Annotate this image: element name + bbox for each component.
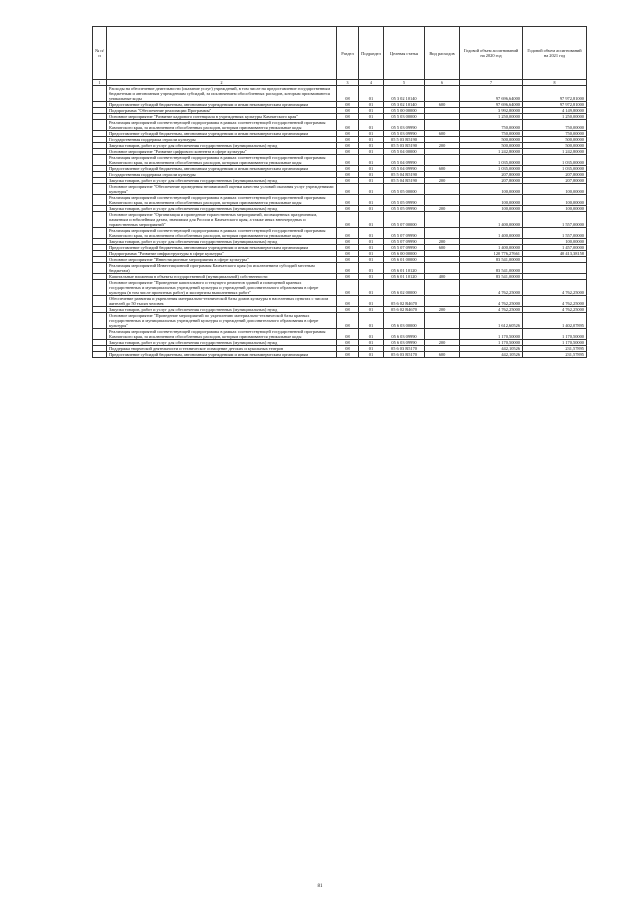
cell-section: 08	[337, 340, 359, 346]
cell-amount-2021: 4 762,25000	[523, 307, 587, 313]
cell-target: 05 5 04 09990	[384, 155, 425, 166]
table-row	[93, 329, 587, 340]
cell-amount-2021: 1 035,00000	[523, 166, 587, 172]
cell-name: Закупка товаров, работ и услуг для обеспечения государственных (муниципальных) нужд	[107, 178, 337, 184]
cell-target: 05 5 05 09990	[384, 195, 425, 206]
table-row	[93, 212, 587, 228]
cell-section: 08	[337, 228, 359, 239]
cell-amount-2020: 750,00000	[460, 131, 523, 137]
cell-amount-2020: 100,00000	[460, 195, 523, 206]
cell-amount-2020: 750,00000	[460, 120, 523, 131]
cell-amount-2020: 500,00000	[460, 137, 523, 143]
cell-target: 05 5 03 09990	[384, 131, 425, 137]
cell-expense-type: 600	[425, 102, 460, 108]
cell-num	[93, 120, 107, 131]
cell-subsection: 01	[359, 195, 384, 206]
table-row	[93, 155, 587, 166]
cell-target: 05 5 04 R5190	[384, 172, 425, 178]
cell-amount-2020: 1 242,80000	[460, 149, 523, 155]
cell-amount-2021: 100,00000	[523, 184, 587, 195]
cell-amount-2021: 40 413,38158	[523, 251, 587, 257]
cell-num	[93, 184, 107, 195]
cell-subsection: 01	[359, 172, 384, 178]
column-number: 4	[359, 80, 384, 86]
cell-subsection: 01	[359, 245, 384, 251]
cell-name: Реализация мероприятий Инвестиционной программы Камчатского края (за исключением субсидий местным бюджетам)	[107, 263, 337, 274]
cell-amount-2020: 442,10526	[460, 352, 523, 358]
cell-amount-2020: 1 250,00000	[460, 114, 523, 120]
cell-subsection: 01	[359, 102, 384, 108]
header-num: № п/п	[93, 27, 107, 80]
cell-target: 05 5 05 00000	[384, 184, 425, 195]
cell-amount-2021: 97 972,81000	[523, 102, 587, 108]
cell-target: 05 6 03 09990	[384, 340, 425, 346]
column-number: 8	[523, 80, 587, 86]
cell-num	[93, 313, 107, 329]
cell-target: 05 5 07 00000	[384, 212, 425, 228]
cell-name: Основное мероприятие "Обеспечение проведения независимой оценки качества условий оказания услуг учреждениями культуры"	[107, 184, 337, 195]
header-2020: Годовой объем ассигнований на 2020 год	[460, 27, 523, 80]
cell-amount-2021: 231,57895	[523, 346, 587, 352]
cell-target: 05 5 03 R5190	[384, 137, 425, 143]
cell-amount-2021	[523, 263, 587, 274]
cell-amount-2021: 97 972,81000	[523, 86, 587, 102]
cell-subsection: 01	[359, 251, 384, 257]
cell-subsection: 01	[359, 114, 384, 120]
cell-amount-2021: 750,00000	[523, 120, 587, 131]
cell-amount-2020: 207,80000	[460, 172, 523, 178]
cell-amount-2021: 750,00000	[523, 131, 587, 137]
column-number: 7	[460, 80, 523, 86]
cell-name: Реализация мероприятий соответствующей подпрограммы в рамках соответствующей государственной программы Камчатского края, за исключением обособленных расходов, которым присваиваются уникальные коды	[107, 228, 337, 239]
cell-expense-type: 200	[425, 143, 460, 149]
cell-amount-2021: 1 557,00000	[523, 212, 587, 228]
cell-subsection: 01	[359, 149, 384, 155]
cell-amount-2021: 4 762,25000	[523, 296, 587, 307]
cell-amount-2021: 1 242,80000	[523, 149, 587, 155]
cell-subsection: 01	[359, 257, 384, 263]
cell-amount-2021: 500,00000	[523, 137, 587, 143]
cell-expense-type: 200	[425, 239, 460, 245]
cell-section: 08	[337, 184, 359, 195]
header-target: Целевая статья	[384, 27, 425, 80]
cell-subsection: 01	[359, 263, 384, 274]
cell-expense-type	[425, 296, 460, 307]
cell-expense-type: 200	[425, 340, 460, 346]
cell-target: 05 5 04 00000	[384, 149, 425, 155]
cell-num	[93, 263, 107, 274]
cell-amount-2020: 207,80000	[460, 178, 523, 184]
cell-expense-type	[425, 329, 460, 340]
cell-target: 05 6 00 00000	[384, 251, 425, 257]
cell-expense-type	[425, 195, 460, 206]
table-row	[93, 86, 587, 102]
cell-expense-type: 200	[425, 206, 460, 212]
cell-expense-type: 600	[425, 352, 460, 358]
cell-expense-type	[425, 120, 460, 131]
cell-amount-2020: 97 696,64000	[460, 86, 523, 102]
cell-amount-2020: 442,10526	[460, 346, 523, 352]
header-section: Раздел	[337, 27, 359, 80]
cell-section: 08	[337, 329, 359, 340]
cell-target: 05 5 03 R5190	[384, 143, 425, 149]
cell-num	[93, 86, 107, 102]
cell-name: Основное мероприятие "Инвестиционные мероприятия в сфере культуры"	[107, 257, 337, 263]
cell-amount-2020: 500,00000	[460, 143, 523, 149]
cell-target: 05 6 02 R4670	[384, 296, 425, 307]
cell-section: 08	[337, 251, 359, 257]
table-row	[93, 296, 587, 307]
column-number: 6	[425, 80, 460, 86]
cell-amount-2021: 1 035,00000	[523, 155, 587, 166]
cell-target: 05 5 07 09990	[384, 228, 425, 239]
cell-section: 08	[337, 137, 359, 143]
cell-target: 05 5 03 00000	[384, 114, 425, 120]
cell-amount-2020: 1 612,60526	[460, 313, 523, 329]
cell-subsection: 01	[359, 155, 384, 166]
table-body	[93, 86, 587, 358]
cell-subsection: 01	[359, 296, 384, 307]
cell-subsection: 01	[359, 178, 384, 184]
cell-subsection: 01	[359, 274, 384, 280]
cell-section: 08	[337, 149, 359, 155]
cell-amount-2020: 1 400,00000	[460, 245, 523, 251]
cell-target: 05 6 02 00000	[384, 280, 425, 296]
page-number: 81	[317, 884, 323, 889]
cell-target: 05 6 01 00000	[384, 257, 425, 263]
cell-amount-2020: 100,00000	[460, 206, 523, 212]
column-number: 1	[93, 80, 107, 86]
cell-amount-2020: 1 400,00000	[460, 228, 523, 239]
cell-amount-2020: 83 541,00000	[460, 263, 523, 274]
cell-name: Реализация мероприятий соответствующей подпрограммы в рамках соответствующей государственной программы Камчатского края, за исключением обособленных расходов, которым присваиваются уникальные коды	[107, 195, 337, 206]
cell-subsection: 01	[359, 212, 384, 228]
cell-amount-2020: 120 776,27661	[460, 251, 523, 257]
cell-section: 08	[337, 86, 359, 102]
cell-subsection: 01	[359, 340, 384, 346]
cell-section: 08	[337, 143, 359, 149]
cell-subsection: 01	[359, 108, 384, 114]
cell-amount-2021: 231,57895	[523, 352, 587, 358]
cell-subsection: 01	[359, 120, 384, 131]
cell-section: 08	[337, 166, 359, 172]
cell-subsection: 01	[359, 313, 384, 329]
cell-amount-2021: 1 557,00000	[523, 228, 587, 239]
column-number: 5	[384, 80, 425, 86]
cell-amount-2020: 1 400,00000	[460, 212, 523, 228]
cell-name: Основное мероприятие "Организация и проведение торжественных мероприятий, посвященных праздничным, памятным и юбилейным датам, значимым для России и Камчатского края, а также иных внеочередных и торжественных мероприятий"	[107, 212, 337, 228]
table-header-row	[93, 27, 587, 80]
budget-table-container	[92, 26, 586, 358]
cell-amount-2020: 3 992,80000	[460, 108, 523, 114]
table-row	[93, 352, 587, 358]
cell-num	[93, 195, 107, 206]
cell-subsection: 01	[359, 137, 384, 143]
header-expense-type: Вид расходов	[425, 27, 460, 80]
cell-expense-type	[425, 280, 460, 296]
column-number: 2	[107, 80, 337, 86]
cell-expense-type	[425, 184, 460, 195]
cell-target: 05 5 04 09990	[384, 166, 425, 172]
cell-section: 08	[337, 280, 359, 296]
cell-amount-2020: 83 541,00000	[460, 274, 523, 280]
cell-section: 08	[337, 346, 359, 352]
cell-section: 08	[337, 178, 359, 184]
cell-target: 05 6 03 R5170	[384, 346, 425, 352]
cell-target: 05 5 05 09990	[384, 206, 425, 212]
cell-expense-type	[425, 212, 460, 228]
cell-num	[93, 280, 107, 296]
cell-name: Предоставление субсидий бюджетным, автономным учреждениям и иным некоммерческим организациям	[107, 245, 337, 251]
cell-section: 08	[337, 257, 359, 263]
cell-name: Поддержка творческой деятельности и техническое оснащение детских и кукольных театров	[107, 346, 337, 352]
cell-amount-2021: 207,80000	[523, 178, 587, 184]
cell-name: Закупка товаров, работ и услуг для обеспечения государственных (муниципальных) нужд	[107, 340, 337, 346]
cell-num	[93, 155, 107, 166]
cell-subsection: 01	[359, 184, 384, 195]
cell-amount-2020: 4 762,25000	[460, 307, 523, 313]
cell-target: 05 5 04 R5190	[384, 178, 425, 184]
cell-target: 05 5 03 09990	[384, 120, 425, 131]
cell-num	[93, 212, 107, 228]
cell-target: 05 5 00 00000	[384, 108, 425, 114]
cell-name: Подпрограмма "Обеспечение реализации Программы"	[107, 108, 337, 114]
cell-expense-type	[425, 228, 460, 239]
cell-target: 05 3 02 10140	[384, 86, 425, 102]
cell-name: Основное мероприятие "Развитие цифрового контента в сфере культуры"	[107, 149, 337, 155]
cell-amount-2020: 1 035,00000	[460, 155, 523, 166]
cell-section: 08	[337, 172, 359, 178]
cell-subsection: 01	[359, 86, 384, 102]
header-name	[107, 27, 337, 80]
table-row	[93, 184, 587, 195]
table-row	[93, 228, 587, 239]
cell-expense-type	[425, 263, 460, 274]
cell-section: 08	[337, 206, 359, 212]
cell-subsection: 01	[359, 280, 384, 296]
cell-expense-type: 600	[425, 245, 460, 251]
cell-name: Предоставление субсидий бюджетным, автономным учреждениям и иным некоммерческим организациям	[107, 131, 337, 137]
cell-subsection: 01	[359, 352, 384, 358]
cell-subsection: 01	[359, 329, 384, 340]
cell-name: Реализация мероприятий соответствующей подпрограммы в рамках соответствующей государственной программы Камчатского края, за исключением обособленных расходов, которым присваиваются уникальные коды	[107, 329, 337, 340]
cell-amount-2020: 4 762,25000	[460, 280, 523, 296]
cell-section: 08	[337, 212, 359, 228]
cell-subsection: 01	[359, 206, 384, 212]
cell-amount-2021: 1 170,50000	[523, 329, 587, 340]
cell-section: 08	[337, 307, 359, 313]
cell-name: Обеспечение развития и укрепления материально-технической базы домов культуры в населенных пунктах с числом жителей до 50 тысяч человек	[107, 296, 337, 307]
cell-section: 08	[337, 274, 359, 280]
cell-section: 08	[337, 131, 359, 137]
cell-section: 08	[337, 352, 359, 358]
cell-section: 08	[337, 239, 359, 245]
cell-section: 08	[337, 114, 359, 120]
header-2021: Годовой объем ассигнований на 2021 год	[523, 27, 587, 80]
cell-subsection: 01	[359, 166, 384, 172]
cell-num	[93, 329, 107, 340]
cell-name: Расходы на обеспечение деятельности (оказание услуг) учреждений, в том числе на предоставление государственным бюджетным и автономным учреждениям субсидий, за исключением обособленных расходов, которым присваиваются уникальные коды	[107, 86, 337, 102]
cell-section: 08	[337, 155, 359, 166]
cell-section: 08	[337, 296, 359, 307]
cell-section: 08	[337, 263, 359, 274]
cell-amount-2021: 1 170,50000	[523, 340, 587, 346]
cell-amount-2020: 1 035,00000	[460, 166, 523, 172]
cell-subsection: 01	[359, 307, 384, 313]
cell-expense-type	[425, 155, 460, 166]
cell-target: 05 6 01 10120	[384, 263, 425, 274]
cell-section: 08	[337, 120, 359, 131]
cell-name: Реализация мероприятий соответствующей подпрограммы в рамках соответствующей государственной программы Камчатского края, за исключением обособленных расходов, которым присваиваются уникальные коды	[107, 120, 337, 131]
cell-section: 08	[337, 245, 359, 251]
cell-expense-type: 200	[425, 307, 460, 313]
cell-expense-type: 200	[425, 178, 460, 184]
cell-name: Предоставление субсидий бюджетным, автономным учреждениям и иным некоммерческим организациям	[107, 166, 337, 172]
cell-subsection: 01	[359, 131, 384, 137]
cell-amount-2021: 100,00000	[523, 195, 587, 206]
cell-amount-2021: 1 402,07895	[523, 313, 587, 329]
cell-name: Капитальные вложения в объекты государственной (муниципальной) собственности	[107, 274, 337, 280]
cell-name: Закупка товаров, работ и услуг для обеспечения государственных (муниципальных) нужд	[107, 206, 337, 212]
cell-name: Основное мероприятие "Проведение мероприятий по укреплению материально-технической базы краевых государственных и муниципальных учреждений культуры и учреждений дополнительного образования в сфере культуры"	[107, 313, 337, 329]
cell-name: Закупка товаров, работ и услуг для обеспечения государственных (муниципальных) нужд	[107, 239, 337, 245]
cell-amount-2021: 4 149,80000	[523, 108, 587, 114]
cell-subsection: 01	[359, 239, 384, 245]
cell-expense-type	[425, 86, 460, 102]
cell-amount-2020: 4 762,25000	[460, 296, 523, 307]
cell-name: Предоставление субсидий бюджетным, автономным учреждениям и иным некоммерческим организациям	[107, 352, 337, 358]
cell-target: 05 5 07 09990	[384, 245, 425, 251]
cell-section: 08	[337, 195, 359, 206]
table-row	[93, 195, 587, 206]
cell-name: Государственная поддержка отрасли культуры	[107, 137, 337, 143]
cell-section: 08	[337, 313, 359, 329]
cell-amount-2021: 1 250,00000	[523, 114, 587, 120]
cell-amount-2021: 207,80000	[523, 172, 587, 178]
cell-name: Реализация мероприятий соответствующей подпрограммы в рамках соответствующей государственной программы Камчатского края, за исключением обособленных расходов, которым присваиваются уникальные коды	[107, 155, 337, 166]
table-row	[93, 263, 587, 274]
table-row	[93, 280, 587, 296]
cell-name: Закупка товаров, работ и услуг для обеспечения государственных (муниципальных) нужд	[107, 307, 337, 313]
cell-section: 08	[337, 102, 359, 108]
cell-target: 05 6 03 09990	[384, 329, 425, 340]
cell-amount-2020: 1 170,50000	[460, 329, 523, 340]
cell-subsection: 01	[359, 228, 384, 239]
budget-table	[92, 26, 587, 358]
cell-num	[93, 228, 107, 239]
cell-target: 05 3 02 10140	[384, 102, 425, 108]
cell-expense-type: 400	[425, 274, 460, 280]
cell-name: Основное мероприятие "Проведение капитального и текущего ремонтов зданий и помещений краевых государственных и муниципальных учреждений культуры и учреждений дополнительного образования в сфере культуры (в том числе проектных работ) и экспертизы выполненных работ"	[107, 280, 337, 296]
cell-expense-type: 600	[425, 166, 460, 172]
cell-subsection: 01	[359, 346, 384, 352]
cell-target: 05 6 03 R5170	[384, 352, 425, 358]
cell-name: Подпрограмма "Развитие инфраструктуры в сфере культуры"	[107, 251, 337, 257]
cell-expense-type	[425, 313, 460, 329]
cell-amount-2021: 4 762,25000	[523, 280, 587, 296]
column-number: 3	[337, 80, 359, 86]
cell-target: 05 5 07 09990	[384, 239, 425, 245]
cell-amount-2021: 1 457,00000	[523, 245, 587, 251]
cell-amount-2020: 97 696,64000	[460, 102, 523, 108]
cell-num	[93, 352, 107, 358]
cell-amount-2021: 500,00000	[523, 143, 587, 149]
cell-target: 05 6 02 R4670	[384, 307, 425, 313]
header-subsection: Подраздел	[359, 27, 384, 80]
cell-num	[93, 296, 107, 307]
cell-name: Предоставление субсидий бюджетным, автономным учреждениям и иным некоммерческим организациям	[107, 102, 337, 108]
cell-expense-type: 600	[425, 131, 460, 137]
table-row	[93, 313, 587, 329]
cell-name: Основное мероприятие "Развитие кадрового потенциала в учреждениях культуры Камчатского края"	[107, 114, 337, 120]
cell-name: Закупка товаров, работ и услуг для обеспечения государственных (муниципальных) нужд	[107, 143, 337, 149]
cell-amount-2021: 100,00000	[523, 239, 587, 245]
cell-section: 08	[337, 108, 359, 114]
cell-amount-2021: 100,00000	[523, 206, 587, 212]
cell-subsection: 01	[359, 143, 384, 149]
cell-target: 05 6 01 10120	[384, 274, 425, 280]
cell-name: Государственная поддержка отрасли культуры	[107, 172, 337, 178]
cell-amount-2020: 1 170,50000	[460, 340, 523, 346]
table-row	[93, 120, 587, 131]
cell-amount-2020: 83 541,00000	[460, 257, 523, 263]
cell-amount-2020: 100,00000	[460, 184, 523, 195]
cell-target: 05 6 03 00000	[384, 313, 425, 329]
